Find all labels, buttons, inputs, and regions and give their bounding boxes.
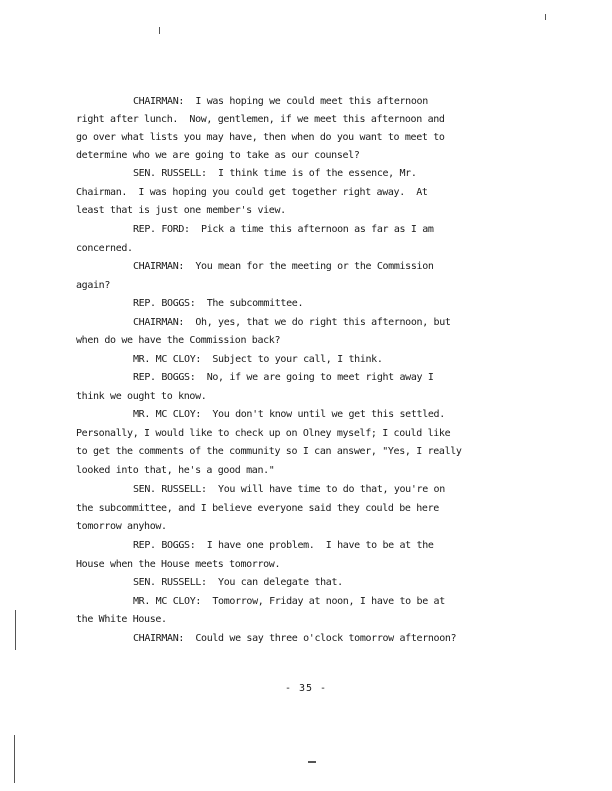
transcript-line: tomorrow anyhow. [76, 521, 167, 532]
transcript-line: to get the comments of the community so I can answer, "Yes, I really [76, 446, 462, 457]
scan-speck [159, 27, 160, 34]
transcript-line: REP. BOGGS: The subcommittee. [133, 298, 304, 309]
transcript-line: least that is just one member's view. [76, 205, 286, 216]
scan-speck [545, 14, 546, 20]
transcript-line: House when the House meets tomorrow. [76, 559, 281, 570]
transcript-line: when do we have the Commission back? [76, 335, 281, 346]
transcript-line: go over what lists you may have, then when do you want to meet to [76, 132, 445, 143]
transcript-line: determine who we are going to take as our counsel? [76, 150, 360, 161]
transcript-line: MR. MC CLOY: Tomorrow, Friday at noon, I have to be at [133, 596, 445, 607]
scan-edge-mark [15, 610, 16, 650]
transcript-line: right after lunch. Now, gentlemen, if we meet this afternoon and [76, 114, 445, 125]
transcript-line: the White House. [76, 614, 167, 625]
transcript-line: MR. MC CLOY: You don't know until we get this settled. [133, 409, 445, 420]
transcript-line: again? [76, 280, 111, 291]
transcript-line: REP. BOGGS: No, if we are going to meet right away I [133, 372, 434, 383]
transcript-line: SEN. RUSSELL: You will have time to do that, you're on [133, 484, 445, 495]
scan-speck [308, 761, 316, 763]
transcript-line: CHAIRMAN: Could we say three o'clock tomorrow afternoon? [133, 633, 457, 644]
transcript-line: think we ought to know. [76, 391, 207, 402]
transcript-line: REP. BOGGS: I have one problem. I have to be at the [133, 540, 434, 551]
transcript-line: CHAIRMAN: I was hoping we could meet this afternoon [133, 96, 428, 107]
transcript-line: CHAIRMAN: Oh, yes, that we do right this afternoon, but [133, 317, 451, 328]
transcript-line: the subcommittee, and I believe everyone said they could be here [76, 503, 439, 514]
transcript-line: concerned. [76, 243, 133, 254]
transcript-line: MR. MC CLOY: Subject to your call, I think. [133, 354, 383, 365]
transcript-line: SEN. RUSSELL: You can delegate that. [133, 577, 343, 588]
scan-edge-mark [14, 735, 15, 783]
transcript-line: Personally, I would like to check up on Olney myself; I could like [76, 428, 451, 439]
transcript-line: SEN. RUSSELL: I think time is of the essence, Mr. [133, 168, 417, 179]
transcript-line: looked into that, he's a good man." [76, 465, 275, 476]
page-number: - 35 - [284, 683, 328, 694]
transcript-line: CHAIRMAN: You mean for the meeting or the Commission [133, 261, 434, 272]
transcript-line: Chairman. I was hoping you could get together right away. At [76, 187, 428, 198]
transcript-line: REP. FORD: Pick a time this afternoon as far as I am [133, 224, 434, 235]
